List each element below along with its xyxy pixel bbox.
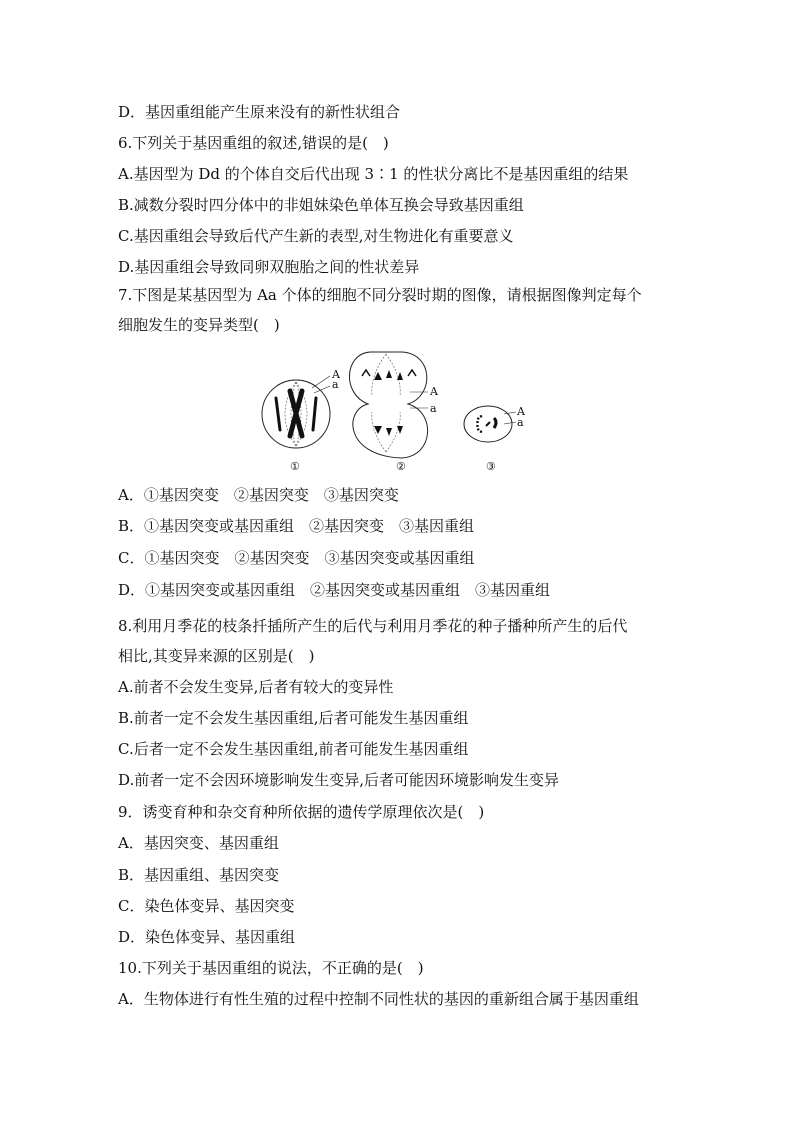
q6-option-d: D.基因重组会导致同卵双胞胎之间的性状差异 — [118, 258, 420, 276]
q7-stem-line1: 7.下图是某基因型为 Aa 个体的细胞不同分裂时期的图像，请根据图像判定每个 — [118, 286, 642, 304]
q6-stem: 6.下列关于基因重组的叙述,错误的是( ) — [118, 134, 389, 152]
q9-option-c: C．染色体变异、基因突变 — [118, 897, 295, 915]
q8-stem-line2: 相比,其变异来源的区别是( ) — [118, 647, 315, 665]
q10-stem: 10.下列关于基因重组的说法，不正确的是( ) — [118, 959, 424, 977]
q8-option-d: D.前者一定不会因环境影响发生变异,后者可能因环境影响发生变异 — [118, 771, 560, 789]
q7-option-c: C．①基因突变 ②基因突变 ③基因突变或基因重组 — [118, 549, 475, 567]
gene-label: a — [517, 416, 524, 429]
gene-label: A — [430, 385, 438, 398]
q9-option-b: B．基因重组、基因突变 — [118, 866, 280, 884]
gene-label: A — [332, 368, 340, 381]
q8-option-b: B.前者一定不会发生基因重组,后者可能发生基因重组 — [118, 709, 469, 727]
gene-label: A — [517, 405, 525, 418]
q9-option-a: A．基因突变、基因重组 — [118, 834, 279, 852]
cell-3-diagram — [464, 405, 526, 473]
cell-label: ① — [290, 460, 300, 473]
q6-option-a: A.基因型为 Dd 的个体自交后代出现 3∶1 的性状分离比不是基因重组的结果 — [118, 165, 629, 183]
q10-option-a: A．生物体进行有性生殖的过程中控制不同性状的基因的重新组合属于基因重组 — [118, 990, 639, 1008]
q7-option-a: A．①基因突变 ②基因突变 ③基因突变 — [118, 486, 399, 504]
q7-option-d: D．①基因突变或基因重组 ②基因突变或基因重组 ③基因重组 — [118, 581, 551, 599]
cell-division-figure — [258, 346, 538, 476]
cell-label: ③ — [486, 460, 496, 473]
q6-option-c: C.基因重组会导致后代产生新的表型,对生物进化有重要意义 — [118, 227, 514, 245]
q9-stem: 9．诱变育种和杂交育种所依据的遗传学原理依次是( ) — [118, 803, 485, 821]
gene-label: a — [332, 378, 339, 391]
q7-option-b: B．①基因突变或基因重组 ②基因突变 ③基因重组 — [118, 517, 475, 535]
q9-option-d: D．染色体变异、基因重组 — [118, 928, 296, 946]
q8-stem-line1: 8.利用月季花的枝条扦插所产生的后代与利用月季花的种子播种所产生的后代 — [118, 617, 628, 635]
q5-option-d: D．基因重组能产生原来没有的新性状组合 — [118, 103, 401, 121]
cell-label: ② — [396, 460, 406, 473]
cell-1-diagram — [262, 368, 341, 473]
q6-option-b: B.减数分裂时四分体中的非姐妹染色单体互换会导致基因重组 — [118, 196, 524, 214]
q8-option-c: C.后者一定不会发生基因重组,前者可能发生基因重组 — [118, 740, 469, 758]
q7-stem-line2: 细胞发生的变异类型( ) — [118, 316, 280, 334]
gene-label: a — [430, 402, 437, 415]
cell-2-diagram — [349, 352, 439, 473]
q8-option-a: A.前者不会发生变异,后者有较大的变异性 — [118, 678, 394, 696]
